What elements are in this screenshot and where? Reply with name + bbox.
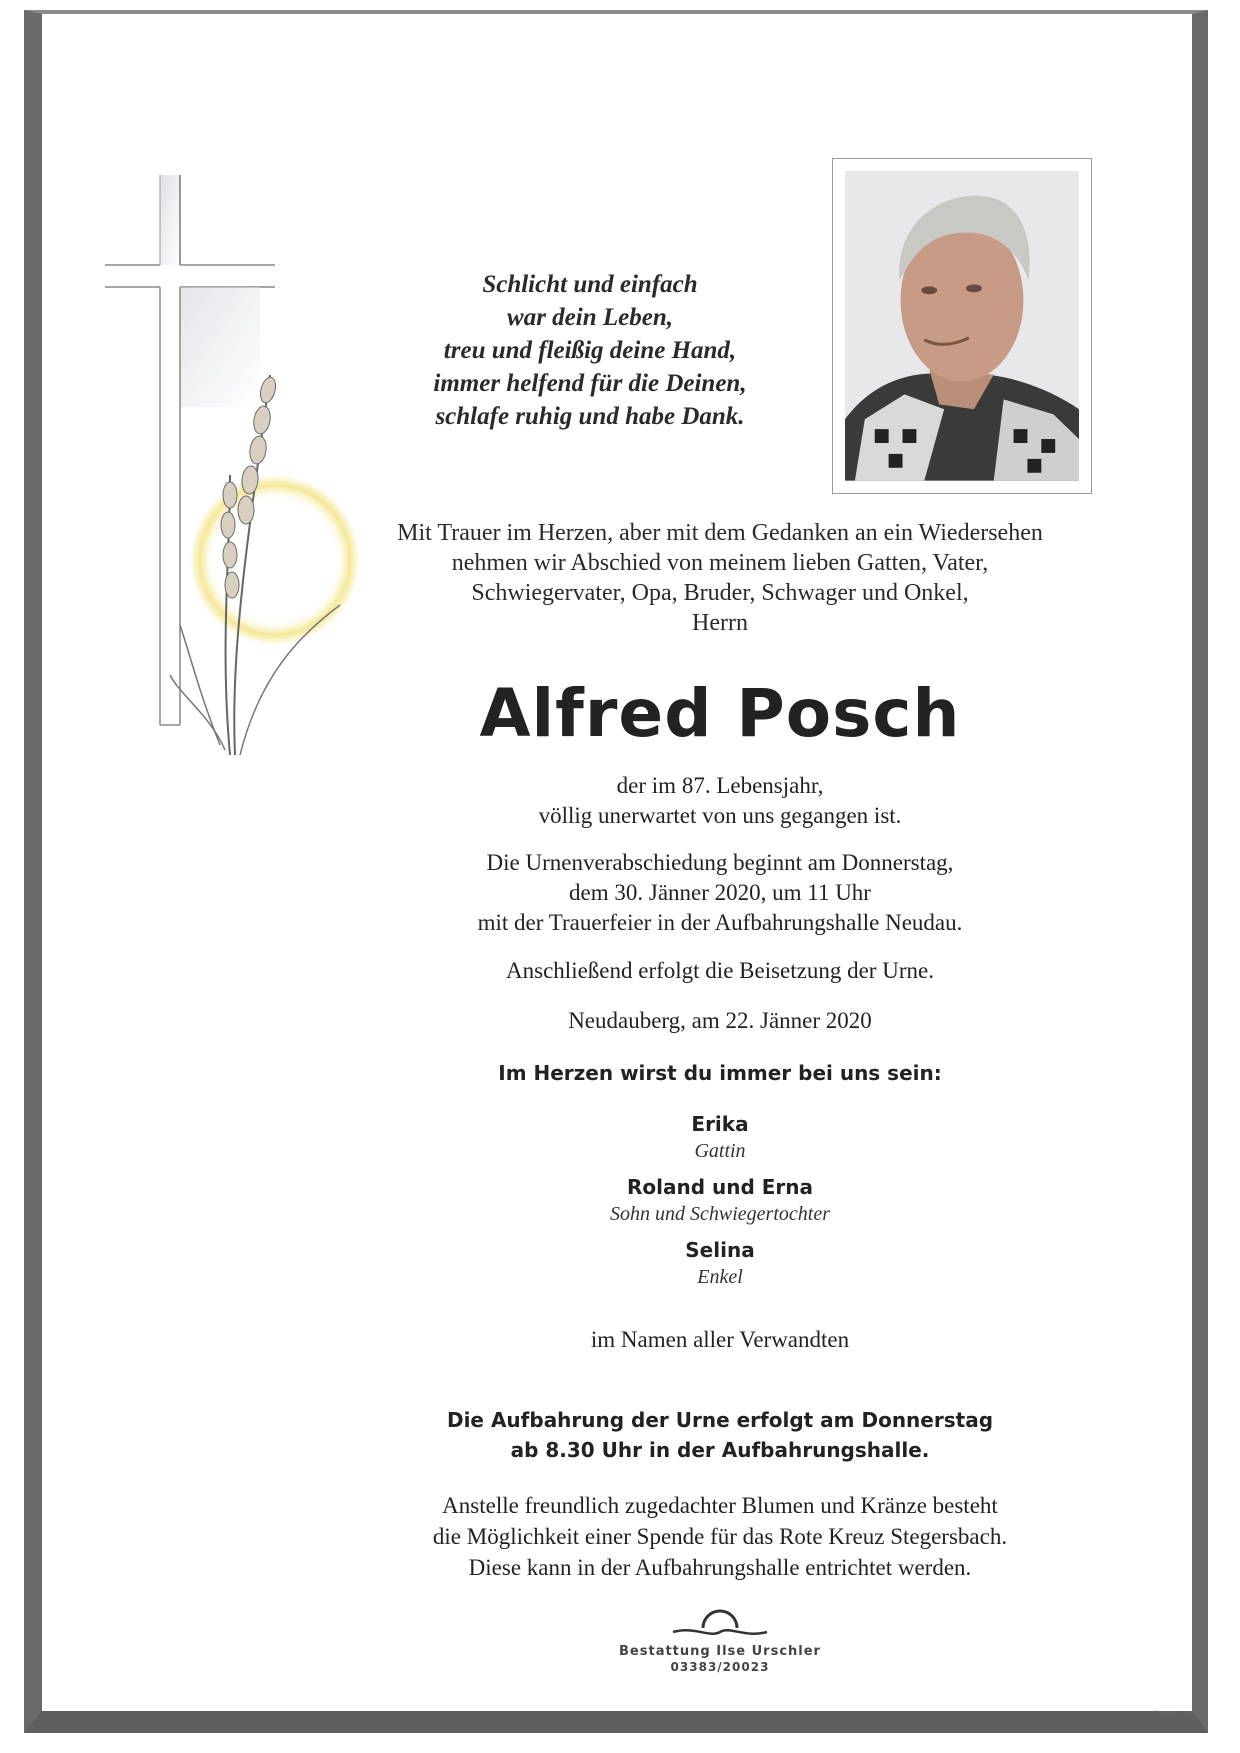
- portrait-frame: [832, 158, 1092, 494]
- intro-line: nehmen wir Abschied von meinem lieben Gatten, Vater,: [451, 550, 989, 576]
- ceremony-line: Die Urnenverabschiedung beginnt am Donnerstag,: [486, 850, 954, 875]
- intro-line: Schwiegervater, Opa, Bruder, Schwager und Onkel,: [471, 580, 969, 606]
- intro-text: [350, 518, 1090, 638]
- family-member: [350, 1173, 1090, 1227]
- donation-line: die Möglichkeit einer Spende für das Rote Kreuz Stegersbach.: [432, 1524, 1008, 1549]
- donation-line: Diese kann in der Aufbahrungshalle entrichtet werden.: [468, 1555, 972, 1580]
- member-name: Selina: [685, 1238, 755, 1262]
- deceased-name: Alfred Posch: [479, 675, 961, 752]
- poem-line: schlafe ruhig und habe Dank.: [435, 403, 745, 430]
- age-line: völlig unerwartet von uns gegangen ist.: [538, 803, 902, 828]
- intro-line: Mit Trauer im Herzen, aber mit dem Gedanken an ein Wiedersehen: [397, 520, 1043, 546]
- ceremony-text: [350, 848, 1090, 938]
- reference-code: © PBM 89004: [1152, 1710, 1201, 1718]
- member-role: Sohn und Schwiegertochter: [610, 1203, 830, 1225]
- viewing-line: ab 8.30 Uhr in der Aufbahrungshalle.: [510, 1438, 930, 1462]
- poem: [380, 268, 800, 433]
- donation-text: [350, 1490, 1090, 1583]
- age-text: [350, 771, 1090, 831]
- funeral-home-logo: [580, 1604, 860, 1675]
- portrait-photo: [845, 171, 1079, 481]
- viewing-line: Die Aufbahrung der Urne erfolgt am Donnerstag: [446, 1408, 994, 1432]
- heart-line: Im Herzen wirst du immer bei uns sein:: [498, 1061, 942, 1085]
- funeral-home-name: Bestattung Ilse Urschler: [619, 1644, 821, 1659]
- family-member: [350, 1236, 1090, 1290]
- member-role: Enkel: [697, 1266, 743, 1288]
- family-list: [350, 1110, 1090, 1299]
- ceremony-line: dem 30. Jänner 2020, um 11 Uhr: [569, 880, 871, 905]
- age-line: der im 87. Lebensjahr,: [616, 773, 824, 798]
- poem-line: war dein Leben,: [507, 304, 673, 331]
- viewing-text: [350, 1405, 1090, 1465]
- donation-line: Anstelle freundlich zugedachter Blumen und Kränze besteht: [442, 1493, 998, 1518]
- funeral-home-phone: 03383/20023: [670, 1660, 770, 1674]
- intro-line: Herrn: [692, 610, 748, 636]
- funeral-home-emblem-icon: [665, 1604, 775, 1640]
- family-member: [350, 1110, 1090, 1164]
- member-name: Roland und Erna: [626, 1175, 814, 1199]
- cross-with-wheat-icon: [100, 175, 380, 775]
- poem-line: treu und fleißig deine Hand,: [443, 337, 737, 364]
- poem-line: Schlicht und einfach: [482, 271, 698, 298]
- poem-line: immer helfend für die Deinen,: [433, 370, 747, 397]
- all-relatives: im Namen aller Verwandten: [590, 1327, 850, 1352]
- member-role: Gattin: [694, 1140, 746, 1162]
- ceremony-line: mit der Trauerfeier in der Aufbahrungshalle Neudau.: [477, 910, 963, 935]
- burial-text: Anschließend erfolgt die Beisetzung der Urne.: [506, 958, 934, 983]
- member-name: Erika: [691, 1112, 749, 1136]
- place-date: Neudauberg, am 22. Jänner 2020: [568, 1008, 872, 1033]
